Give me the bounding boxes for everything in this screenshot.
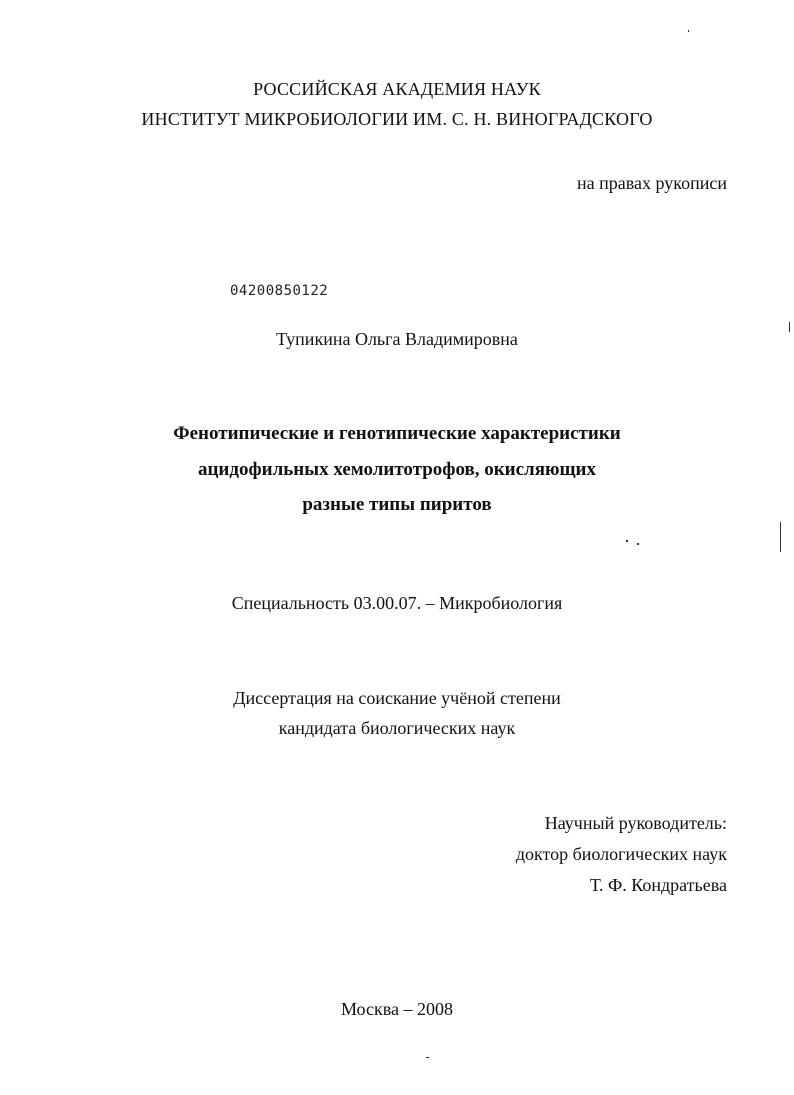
academy-name: РОССИЙСКАЯ АКАДЕМИЯ НАУК [253, 79, 541, 99]
degree-line-2: кандидата биологических наук [278, 718, 516, 738]
scan-speck [626, 540, 628, 542]
supervisor-degree: доктор биологических наук [515, 844, 727, 864]
city-year: Москва – 2008 [341, 999, 453, 1019]
scan-speck [426, 1057, 429, 1058]
title-line-3: разные типы пиритов [302, 494, 492, 515]
specialty: Специальность 03.00.07. – Микробиология [231, 593, 563, 613]
scan-speck [789, 322, 790, 332]
registration-number-stamp: 04200850122 [230, 283, 329, 299]
title-line-1: Фенотипические и генотипические характеристики [173, 423, 621, 444]
manuscript-note: на правах рукописи [577, 173, 727, 193]
scan-speck [688, 30, 689, 32]
author-name: Тупикина Ольга Владимировна [276, 329, 518, 349]
degree-line-1: Диссертация на соискание учёной степени [233, 688, 561, 708]
supervisor-name: Т. Ф. Кондратьева [589, 875, 727, 895]
scan-speck [637, 543, 639, 545]
scan-speck [780, 522, 781, 552]
institute-name: ИНСТИТУТ МИКРОБИОЛОГИИ ИМ. С. Н. ВИНОГРАДСКОГО [141, 109, 653, 129]
title-line-2: ацидофильных хемолитотрофов, окисляющих [197, 459, 597, 480]
supervisor-label: Научный руководитель: [544, 813, 727, 833]
